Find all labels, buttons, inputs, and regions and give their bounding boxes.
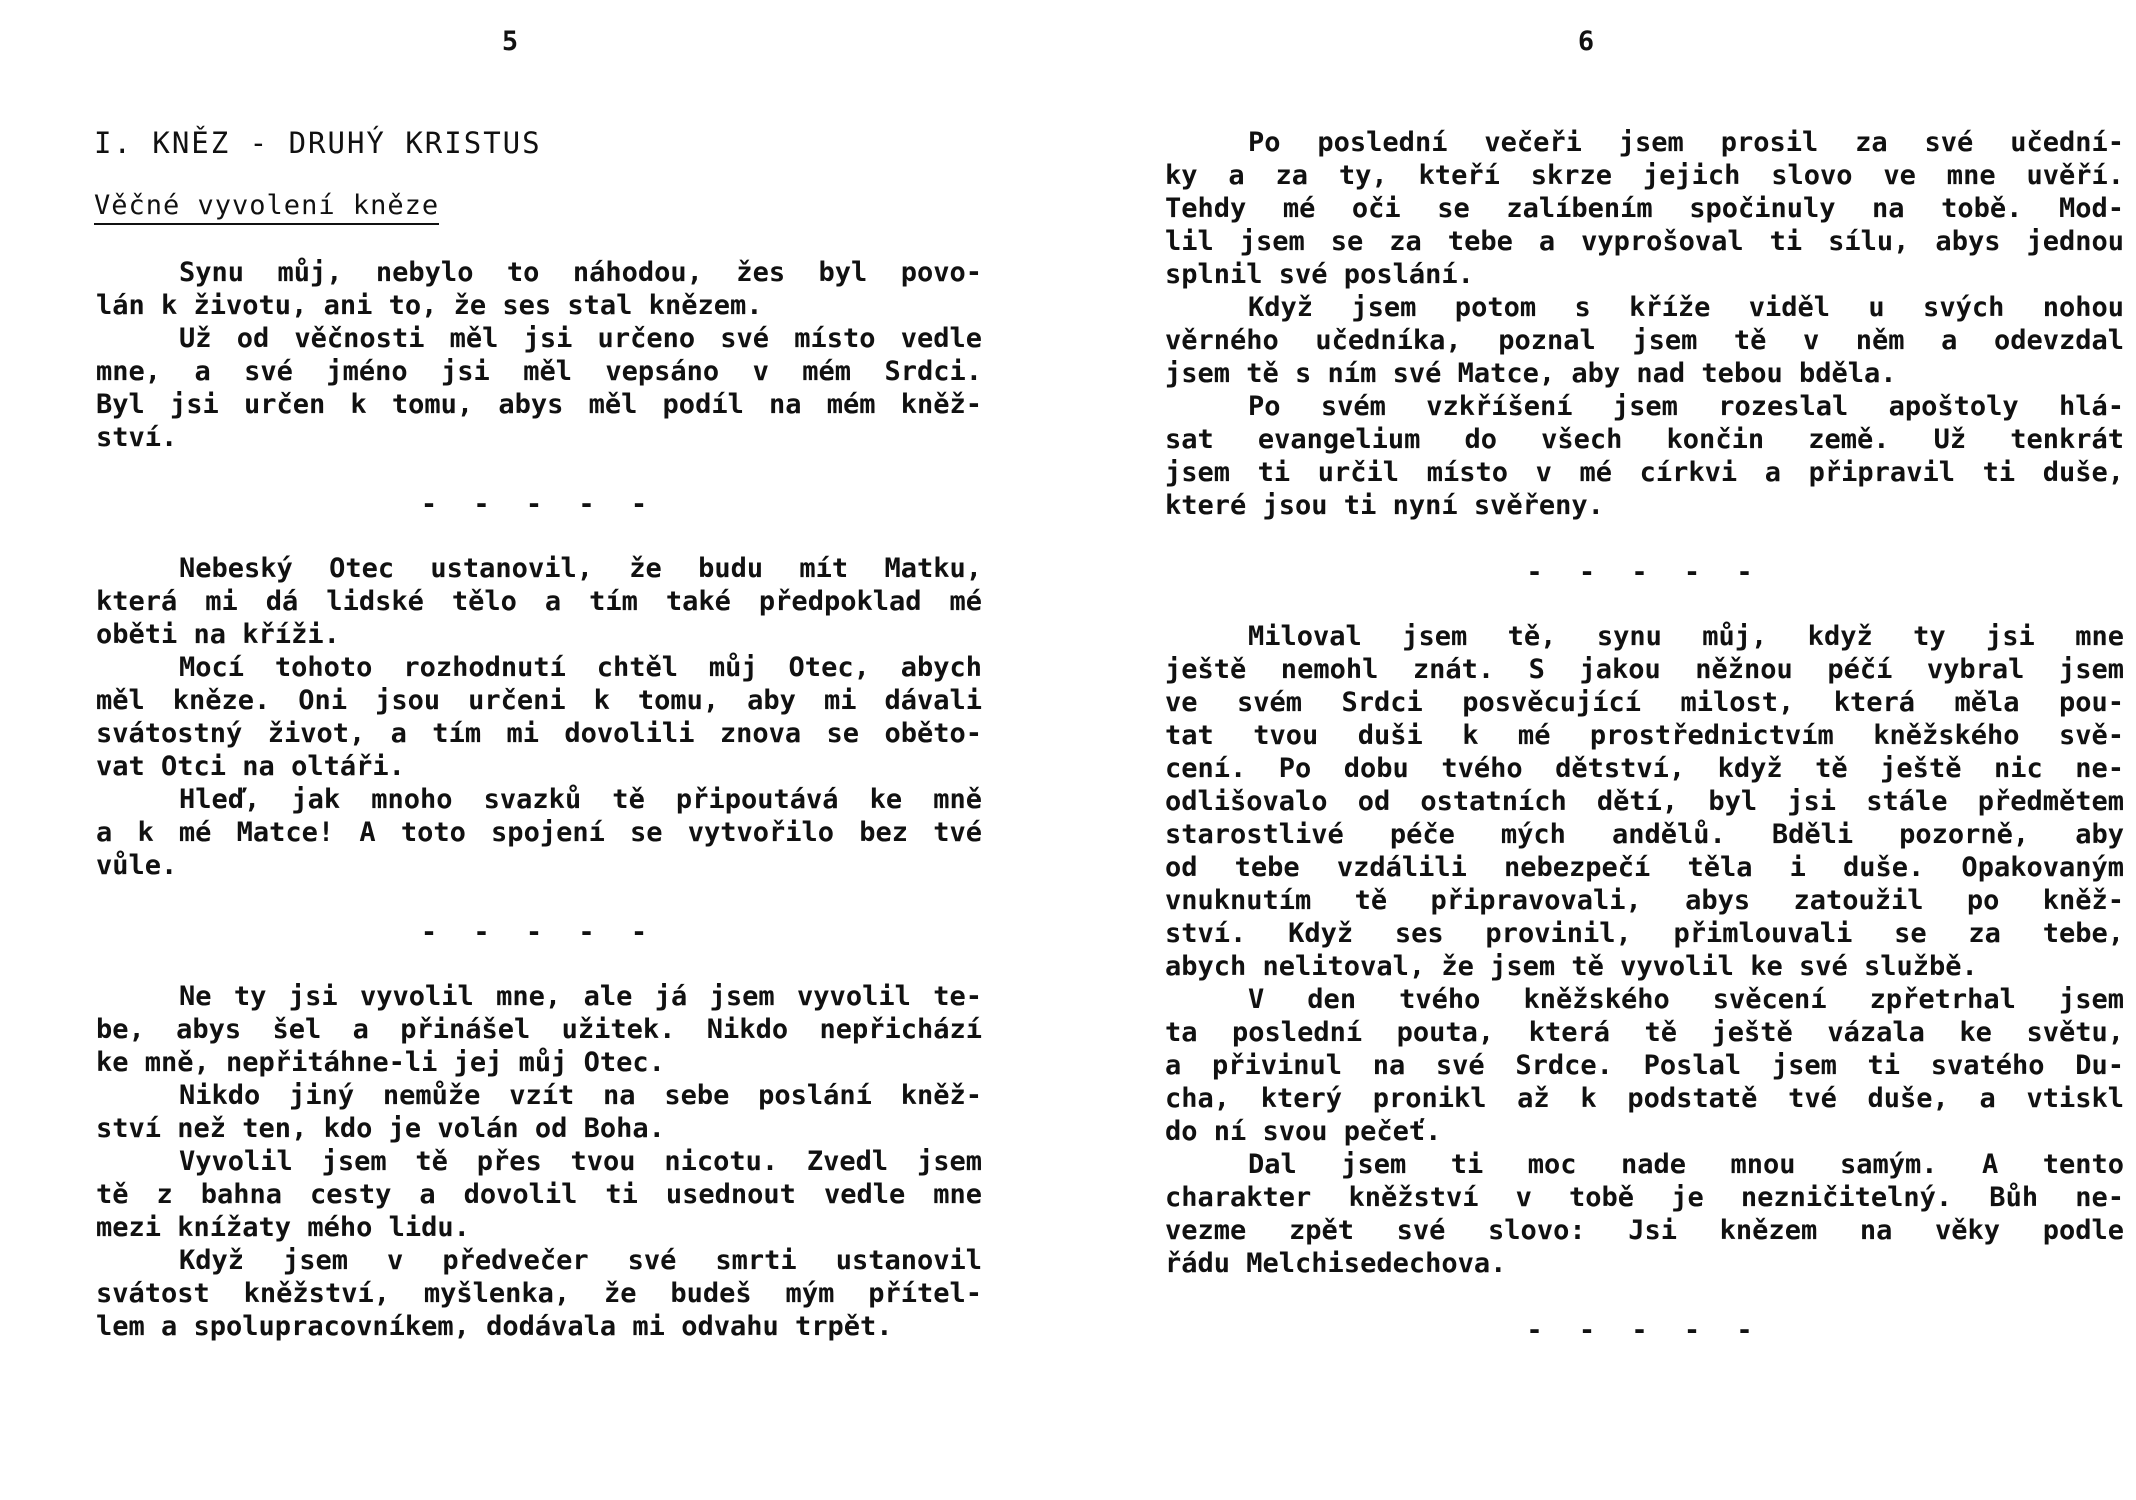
text-line: ství. Když ses provinil, přimlouvali se za tebe, <box>1165 918 2124 949</box>
text-line: ještě nemohl znát. S jakou něžnou péčí vybral jsem <box>1165 654 2124 685</box>
left-text-column <box>96 256 982 1343</box>
text-line: měl kněze. Oni jsou určeni k tomu, aby mi dávali <box>96 685 982 716</box>
text-line: vezme zpět své slovo: Jsi knězem na věky podle <box>1165 1215 2124 1246</box>
text-line: vat Otci na oltáři. <box>96 751 405 782</box>
text-line: jsem tě s ním své Matce, aby nad tebou bděla. <box>1165 358 1897 389</box>
section-separator: - - - - - <box>1526 557 1763 588</box>
text-line: Po poslední večeři jsem prosil za své učední- <box>1248 127 2124 158</box>
text-line: ve svém Srdci posvěcující milost, která měla pou- <box>1165 687 2124 718</box>
text-line: ke mně, nepřitáhne-li jej můj Otec. <box>96 1047 665 1078</box>
text-line: cení. Po dobu tvého dětství, když tě ještě nic ne- <box>1165 753 2124 784</box>
text-line: svátost kněžství, myšlenka, že budeš mým přítel- <box>96 1278 982 1309</box>
section-separator: - - - - - <box>420 917 658 948</box>
text-line: lem a spolupracovníkem, dodávala mi odvahu trpět. <box>96 1311 893 1342</box>
text-line: svátostný život, a tím mi dovolili znova se oběto- <box>96 718 982 749</box>
text-line: Byl jsi určen k tomu, abys měl podíl na mém kněž- <box>96 389 982 420</box>
text-line: Synu můj, nebylo to náhodou, žes byl povo- <box>179 257 982 288</box>
section-separator: - - - - - <box>1526 1315 1763 1346</box>
chapter-title: I. KNĚZ - DRUHÝ KRISTUS <box>94 126 542 160</box>
text-line: be, abys šel a přinášel užitek. Nikdo nepřichází <box>96 1014 982 1045</box>
text-line: ky a za ty, kteří skrze jejich slovo ve mne uvěří. <box>1165 160 2124 191</box>
text-block <box>96 552 982 882</box>
section-heading: Věčné vyvolení kněze <box>94 190 439 225</box>
text-line: mezi knížaty mého lidu. <box>96 1212 470 1243</box>
text-line: vnuknutím tě připravovali, abys zatoužil po kněž- <box>1165 885 2124 916</box>
text-line: Vyvolil jsem tě přes tvou nicotu. Zvedl jsem <box>179 1146 982 1177</box>
text-line: Když jsem potom s kříže viděl u svých nohou <box>1248 292 2124 323</box>
text-line: tě z bahna cesty a dovolil ti usednout vedle mne <box>96 1179 982 1210</box>
text-line: Nebeský Otec ustanovil, že budu mít Matku, <box>179 553 982 584</box>
text-line: Tehdy mé oči se zalíbením spočinuly na tobě. Mod- <box>1165 193 2124 224</box>
text-line: charakter kněžství v tobě je nezničitelný. Bůh ne- <box>1165 1182 2124 1213</box>
text-line: cha, který pronikl až k podstatě tvé duše, a vtiskl <box>1165 1083 2124 1114</box>
text-line: Nikdo jiný nemůže vzít na sebe poslání kněž- <box>179 1080 982 1111</box>
text-line: ství. <box>96 422 178 453</box>
text-line: Ne ty jsi vyvolil mne, ale já jsem vyvolil te- <box>179 981 982 1012</box>
text-block <box>96 980 982 1343</box>
text-line: ství než ten, kdo je volán od Boha. <box>96 1113 665 1144</box>
text-line: a přivinul na své Srdce. Poslal jsem ti svatého Du- <box>1165 1050 2124 1081</box>
text-line: Miloval jsem tě, synu můj, když ty jsi mne <box>1248 621 2124 652</box>
text-block <box>1165 620 2124 1280</box>
text-line: do ní svou pečeť. <box>1165 1116 1442 1147</box>
text-line: a k mé Matce! A toto spojení se vytvořilo bez tvé <box>96 817 982 848</box>
text-line: Když jsem v předvečer své smrti ustanovil <box>179 1245 982 1276</box>
text-line: Po svém vzkříšení jsem rozeslal apoštoly hlá- <box>1248 391 2124 422</box>
text-line: mne, a své jméno jsi měl vepsáno v mém Srdci. <box>96 356 982 387</box>
text-line: tat tvou duši k mé prostřednictvím kněžského svě- <box>1165 720 2124 751</box>
text-line: V den tvého kněžského svěcení zpřetrhal jsem <box>1248 984 2124 1015</box>
text-line: abych nelitoval, že jsem tě vyvolil ke své službě. <box>1165 951 1978 982</box>
text-line: Mocí tohoto rozhodnutí chtěl můj Otec, abych <box>179 652 982 683</box>
text-line: které jsou ti nyní svěřeny. <box>1165 490 1604 521</box>
text-line: odlišovalo od ostatních dětí, byl jsi stále předmětem <box>1165 786 2124 817</box>
text-line: věrného učedníka, poznal jsem tě v něm a odevzdal <box>1165 325 2124 356</box>
text-line: Hleď, jak mnoho svazků tě připoutává ke mně <box>179 784 982 815</box>
text-block <box>96 256 982 454</box>
text-line: od tebe vzdálili nebezpečí těla i duše. Opakovaným <box>1165 852 2124 883</box>
text-line: starostlivé péče mých andělů. Bděli pozorně, aby <box>1165 819 2124 850</box>
right-page <box>1068 0 2136 1500</box>
right-text-column <box>1165 126 2124 1364</box>
text-line: Dal jsem ti moc nade mnou samým. A tento <box>1248 1149 2124 1180</box>
section-separator: - - - - - <box>420 489 658 520</box>
text-line: která mi dá lidské tělo a tím také předpoklad mé <box>96 586 982 617</box>
text-line: vůle. <box>96 850 178 881</box>
text-line: sat evangelium do všech končin země. Už tenkrát <box>1165 424 2124 455</box>
text-line: jsem ti určil místo v mé církvi a připravil ti duše, <box>1165 457 2124 488</box>
text-line: ta poslední pouta, která tě ještě vázala ke světu, <box>1165 1017 2124 1048</box>
text-line: lil jsem se za tebe a vyprošoval ti sílu, abys jednou <box>1165 226 2124 257</box>
text-line: oběti na kříži. <box>96 619 340 650</box>
text-line: lán k životu, ani to, že ses stal knězem. <box>96 290 763 321</box>
page-number: 5 <box>501 26 519 57</box>
text-line: řádu Melchisedechova. <box>1165 1248 1507 1279</box>
page-number: 6 <box>1577 26 1595 57</box>
text-line: splnil své poslání. <box>1165 259 1474 290</box>
text-block <box>1165 126 2124 522</box>
text-line: Už od věčnosti měl jsi určeno své místo vedle <box>179 323 982 354</box>
